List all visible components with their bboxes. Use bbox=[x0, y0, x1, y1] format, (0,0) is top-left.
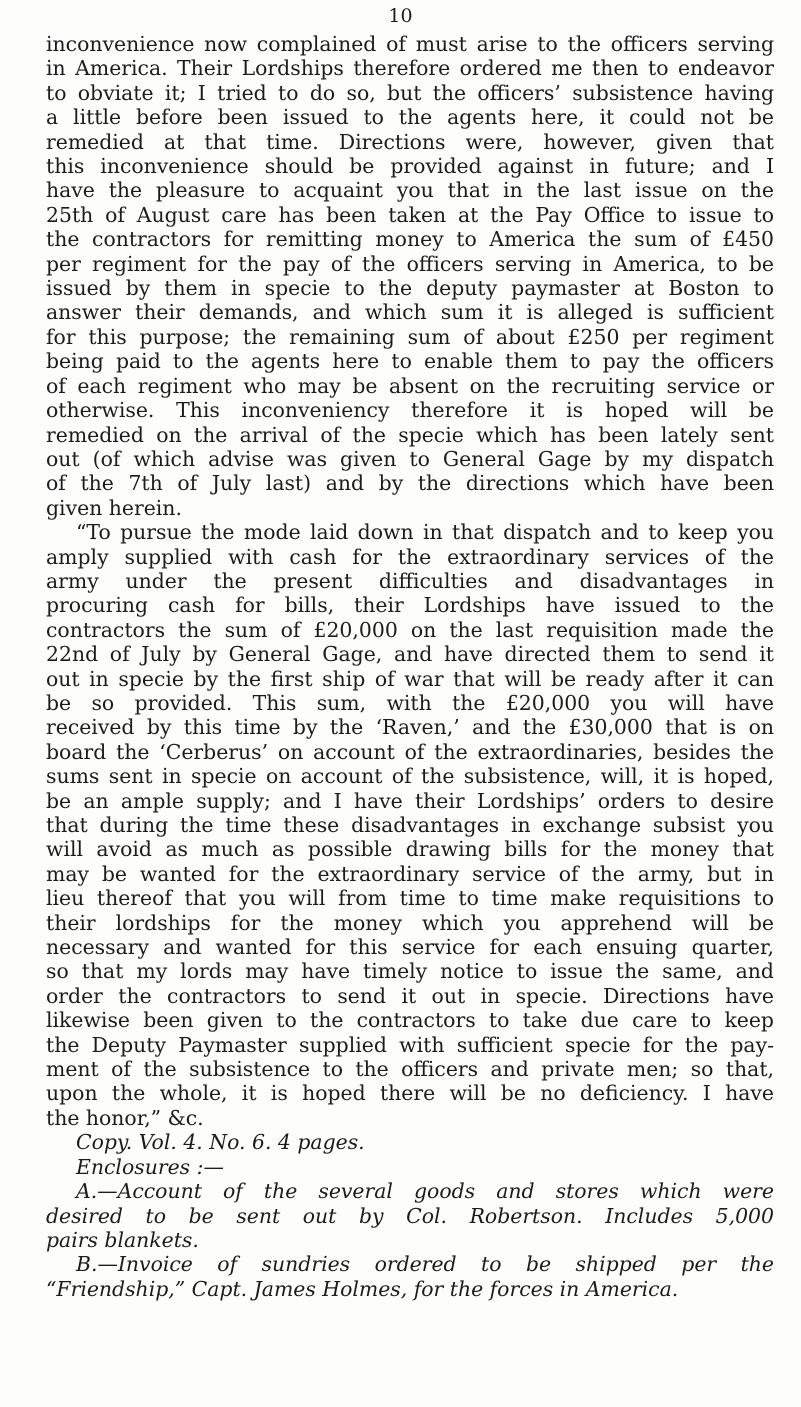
text-line: ment of the subsistence to the officers and private men; so that, bbox=[46, 1057, 774, 1082]
text-line: be so provided. This sum, with the £20,000 you will have bbox=[46, 690, 774, 715]
text-line: be an ample supply; and I have their Lordships’ orders to desire bbox=[46, 788, 774, 813]
text-line: the contractors for remitting money to America the sum of £450 bbox=[46, 227, 774, 252]
letter-body bbox=[46, 32, 774, 1301]
text-line: board the ‘Cerberus’ on account of the extraordinaries, besides the bbox=[46, 739, 774, 764]
enclosure-line: desired to be sent out by Col. Robertson. Includes 5,000 bbox=[46, 1203, 774, 1228]
text-line: being paid to the agents here to enable them to pay the officers bbox=[46, 349, 774, 374]
text-line: contractors the sum of £20,000 on the last requisition made the bbox=[46, 617, 774, 642]
text-line: per regiment for the pay of the officers serving in America, to be bbox=[46, 251, 774, 276]
text-line: likewise been given to the contractors to take due care to keep bbox=[46, 1008, 774, 1033]
text-line: remedied at that time. Directions were, however, given that bbox=[46, 129, 774, 154]
text-line: “To pursue the mode laid down in that dispatch and to keep you bbox=[76, 520, 774, 545]
text-line: in America. Their Lordships therefore ordered me then to endeavor bbox=[46, 56, 774, 81]
text-line: otherwise. This inconveniency therefore it is hoped will be bbox=[46, 398, 774, 423]
paragraph-2 bbox=[46, 520, 774, 1130]
paragraph-1 bbox=[46, 32, 774, 520]
text-line: of the 7th of July last) and by the directions which have been bbox=[46, 471, 774, 496]
text-line: received by this time by the ‘Raven,’ and the £30,000 that is on bbox=[46, 715, 774, 740]
text-line: army under the present difficulties and disadvantages in bbox=[46, 568, 774, 593]
enclosure-line: A.—Account of the several goods and stores which were bbox=[76, 1179, 774, 1204]
enclosure-a bbox=[46, 1179, 774, 1252]
page-number: 10 bbox=[388, 5, 413, 27]
text-line: of each regiment who may be absent on the recruiting service or bbox=[46, 373, 774, 398]
text-line: procuring cash for bills, their Lordships have issued to the bbox=[46, 593, 774, 618]
text-line: given herein. bbox=[46, 495, 182, 520]
text-line: sums sent in specie on account of the subsistence, will, it is hoped, bbox=[46, 764, 774, 789]
text-line: amply supplied with cash for the extraordinary services of the bbox=[46, 544, 774, 569]
text-line: may be wanted for the extraordinary service of the army, but in bbox=[46, 861, 774, 886]
text-line: will avoid as much as possible drawing bills for the money that bbox=[46, 837, 774, 862]
text-line: 25th of August care has been taken at the Pay Office to issue to bbox=[46, 202, 774, 227]
text-line: the honor,” &c. bbox=[46, 1105, 204, 1130]
enclosure-line: “Friendship,” Capt. James Holmes, for the forces in America. bbox=[46, 1276, 679, 1301]
enclosure-b bbox=[46, 1252, 774, 1301]
text-line: have the pleasure to acquaint you that in the last issue on the bbox=[46, 178, 774, 203]
enclosure-line: pairs blankets. bbox=[46, 1227, 199, 1252]
copy-reference: Copy. Vol. 4. No. 6. 4 pages. bbox=[76, 1130, 365, 1155]
text-line: the Deputy Paymaster supplied with sufficient specie for the pay- bbox=[46, 1032, 774, 1057]
text-line: inconvenience now complained of must arise to the officers serving bbox=[46, 32, 774, 56]
text-line: issued by them in specie to the deputy paymaster at Boston to bbox=[46, 276, 774, 301]
text-line: a little before been issued to the agents here, it could not be bbox=[46, 105, 774, 130]
text-line: upon the whole, it is hoped there will be no deficiency. I have bbox=[46, 1081, 774, 1106]
text-line: answer their demands, and which sum it is alleged is sufficient bbox=[46, 300, 774, 325]
text-line: to obviate it; I tried to do so, but the officers’ subsistence having bbox=[46, 80, 774, 105]
text-line: for this purpose; the remaining sum of about £250 per regiment bbox=[46, 324, 774, 349]
enclosures-heading: Enclosures :— bbox=[76, 1154, 224, 1179]
text-line: 22nd of July by General Gage, and have directed them to send it bbox=[46, 642, 774, 667]
text-line: lieu thereof that you will from time to time make requisitions to bbox=[46, 886, 774, 911]
text-line: order the contractors to send it out in specie. Directions have bbox=[46, 983, 774, 1008]
text-line: out in specie by the first ship of war that will be ready after it can bbox=[46, 666, 774, 691]
text-line: necessary and wanted for this service for each ensuing quarter, bbox=[46, 935, 774, 960]
text-line: that during the time these disadvantages in exchange subsist you bbox=[46, 813, 774, 837]
text-line: out (of which advise was given to General Gage by my dispatch bbox=[46, 446, 774, 471]
enclosure-line: B.—Invoice of sundries ordered to be shipped per the bbox=[76, 1252, 774, 1277]
text-line: so that my lords may have timely notice to issue the same, and bbox=[46, 959, 774, 984]
text-line: remedied on the arrival of the specie which has been lately sent bbox=[46, 422, 774, 447]
text-line: their lordships for the money which you apprehend will be bbox=[46, 910, 774, 935]
text-line: this inconvenience should be provided against in future; and I bbox=[46, 154, 774, 179]
